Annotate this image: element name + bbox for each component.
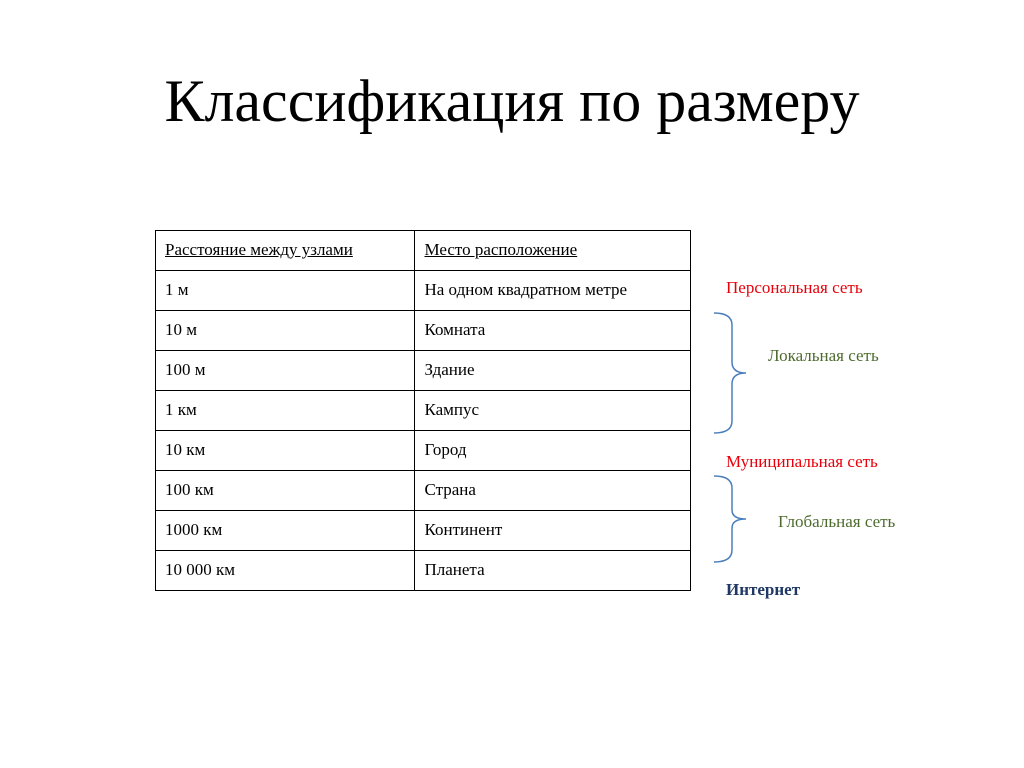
slide-title: Классификация по размеру	[164, 68, 860, 134]
distance-cell: 100 м	[156, 351, 415, 391]
local-network-label: Локальная сеть	[768, 346, 879, 365]
distance-cell: 1 м	[156, 271, 415, 311]
table-row	[156, 271, 691, 311]
distance-cell: 10 м	[156, 311, 415, 351]
table-row	[156, 551, 691, 591]
table-row	[156, 351, 691, 391]
distance-cell: 100 км	[156, 471, 415, 511]
metropolitan-network-label: Муниципальная сеть	[726, 452, 878, 471]
table-header-row	[156, 231, 691, 271]
location-cell: На одном квадратном метре	[415, 271, 691, 311]
location-cell: Планета	[415, 551, 691, 591]
header-distance: Расстояние между узлами	[156, 231, 415, 271]
table-row	[156, 391, 691, 431]
table-row	[156, 471, 691, 511]
local-network-bracket	[714, 313, 746, 433]
global-network-bracket	[714, 476, 746, 562]
global-network-label: Глобальная сеть	[778, 512, 896, 531]
distance-cell: 10 км	[156, 431, 415, 471]
internet-label: Интернет	[726, 580, 801, 599]
distance-cell: 1 км	[156, 391, 415, 431]
location-cell: Комната	[415, 311, 691, 351]
distance-cell: 1000 км	[156, 511, 415, 551]
location-cell: Город	[415, 431, 691, 471]
table-row	[156, 311, 691, 351]
distance-cell: 10 000 км	[156, 551, 415, 591]
table-row	[156, 511, 691, 551]
location-cell: Здание	[415, 351, 691, 391]
location-cell: Кампус	[415, 391, 691, 431]
table-row	[156, 431, 691, 471]
size-classification-table	[155, 230, 691, 591]
location-cell: Страна	[415, 471, 691, 511]
header-location: Место расположение	[415, 231, 691, 271]
personal-network-label: Персональная сеть	[726, 278, 863, 297]
location-cell: Континент	[415, 511, 691, 551]
